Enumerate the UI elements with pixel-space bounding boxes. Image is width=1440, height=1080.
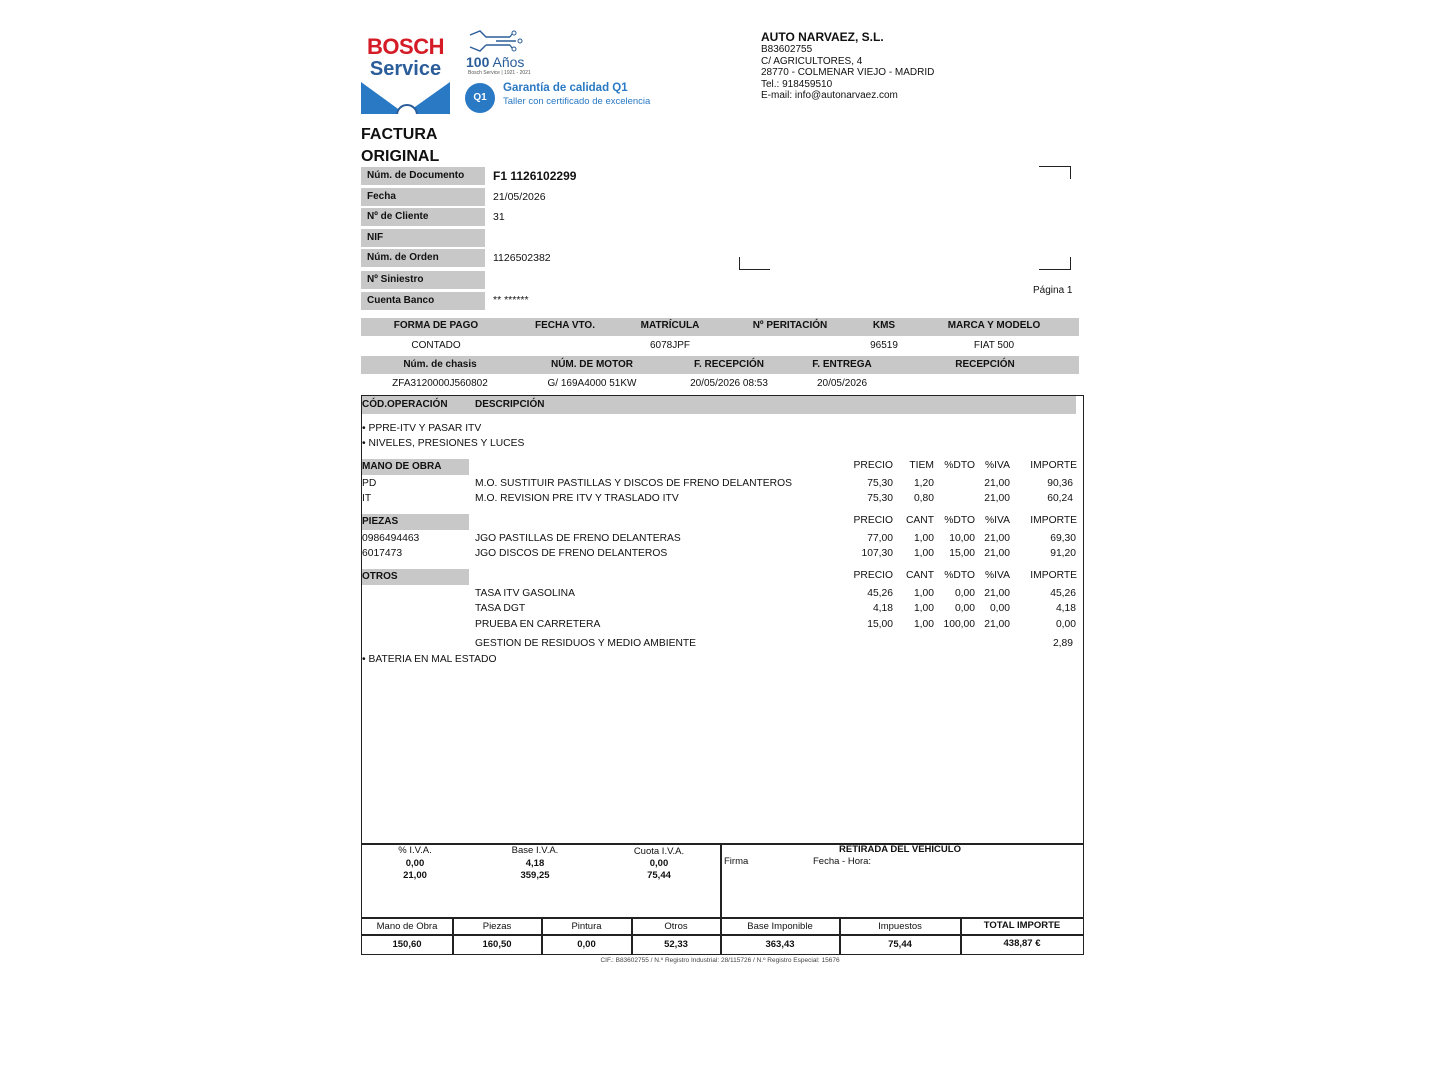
pz-hdr-importe: IMPORTE [1030, 515, 1077, 526]
pz-desc: JGO DISCOS DE FRENO DELANTEROS [475, 548, 668, 559]
company-cif: B83602755 [761, 44, 813, 55]
pz-iva: 21,00 [984, 548, 1010, 559]
table-row: TASA ITV GASOLINA [475, 588, 575, 599]
ot-cant: 1,00 [913, 603, 934, 614]
val-marca-modelo: FIAT 500 [973, 340, 1015, 351]
mo-hdr-importe: IMPORTE [1030, 460, 1077, 471]
ot-precio: 15,00 [867, 619, 893, 630]
val-motor: G/ 169A4000 51KW [547, 378, 637, 389]
footer-note: CIF.: B83602755 / N.º Registro Industrial: 28/115726 / N.º Registro Especial: 15676 [600, 957, 840, 964]
section-piezas: PIEZAS [362, 514, 469, 530]
note-text: PPRE-ITV Y PASAR ITV [368, 423, 482, 434]
mo-iva: 21,00 [984, 493, 1010, 504]
pz-hdr-cant: CANT [905, 515, 934, 526]
total-lbl-importe: TOTAL IMPORTE [983, 920, 1061, 931]
mo-hdr-dto: %DTO [944, 460, 975, 471]
anniversary-text [466, 54, 524, 70]
total-val-mano-obra: 150,60 [392, 939, 422, 950]
q1-badge-icon: Q1 [465, 83, 495, 113]
ot-cant: 1,00 [913, 588, 934, 599]
info-value-orden: 1126502382 [493, 252, 551, 264]
pz-hdr-dto: %DTO [944, 515, 975, 526]
pz-desc: JGO PASTILLAS DE FRENO DELANTERAS [475, 533, 681, 544]
hdr-fecha-vto: FECHA VTO. [534, 320, 595, 331]
mo-precio: 75,30 [867, 478, 893, 489]
info-value-documento: F1 1126102299 [493, 169, 577, 183]
table-row: 0986494463 [362, 533, 420, 544]
mo-importe: 90,36 [1047, 478, 1073, 489]
total-val-pintura: 0,00 [577, 939, 596, 950]
retirada-fecha-hora: Fecha - Hora: [813, 856, 872, 867]
ot-importe: 45,26 [1050, 588, 1076, 599]
val-chasis: ZFA3120000J560802 [392, 378, 488, 389]
note-ppre-itv [362, 423, 481, 434]
window-corner-top-right [1039, 166, 1071, 179]
hdr-peritacion: Nº PERITACIÓN [752, 320, 828, 331]
tax-cuota: 75,44 [647, 870, 671, 881]
window-corner-bottom-right [1039, 257, 1071, 270]
mo-importe: 60,24 [1047, 493, 1073, 504]
hdr-kms: KMS [872, 320, 896, 331]
mo-hdr-iva: %IVA [985, 460, 1010, 471]
hdr-f-entrega: F. ENTREGA [812, 359, 872, 370]
wrench-circuit-icon [466, 27, 532, 55]
total-lbl-impuestos: Impuestos [878, 921, 922, 932]
bosch-service-logo [361, 24, 450, 114]
document-title [361, 124, 439, 168]
anniversary-word: Años [492, 54, 525, 70]
mo-desc: M.O. SUSTITUIR PASTILLAS Y DISCOS DE FRENO DELANTEROS [475, 478, 792, 489]
pz-precio: 77,00 [867, 533, 893, 544]
divider [361, 917, 1084, 919]
note-text: NIVELES, PRESIONES Y LUCES [368, 438, 525, 449]
divider [720, 843, 722, 917]
total-val-importe: 438,87 € [1003, 938, 1041, 949]
pz-iva: 21,00 [984, 533, 1010, 544]
info-value-fecha: 21/05/2026 [493, 191, 546, 203]
pz-cant: 1,00 [913, 533, 934, 544]
total-lbl-otros: Otros [664, 921, 688, 932]
ot-hdr-precio: PRECIO [853, 570, 893, 581]
info-label-orden: Núm. de Orden [361, 249, 485, 267]
tax-hdr-base: Base I.V.A. [511, 845, 559, 856]
anniversary-number: 100 [466, 54, 490, 70]
mo-tiem: 0,80 [913, 493, 934, 504]
ot-dto: 0,00 [954, 588, 975, 599]
logo-line2: Service [369, 58, 442, 80]
mo-tiem: 1,20 [913, 478, 934, 489]
total-val-impuestos: 75,44 [888, 939, 912, 950]
note-text: BATERIA EN MAL ESTADO [368, 654, 497, 665]
residuos-importe: 2,89 [1052, 638, 1073, 649]
tax-hdr-iva: % I.V.A. [398, 845, 432, 856]
tax-cuota: 0,00 [649, 858, 669, 869]
table-row: PRUEBA EN CARRETERA [475, 619, 601, 630]
ot-hdr-iva: %IVA [985, 570, 1010, 581]
section-otros: OTROS [362, 569, 469, 585]
total-lbl-mano-obra: Mano de Obra [376, 921, 438, 932]
info-label-siniestro: Nº Siniestro [361, 271, 485, 289]
company-email: E-mail: info@autonarvaez.com [761, 90, 898, 102]
mo-precio: 75,30 [867, 493, 893, 504]
ot-dto: 100,00 [943, 619, 975, 630]
info-label-nif: NIF [361, 229, 485, 247]
total-lbl-base: Base Imponible [747, 921, 813, 932]
ot-precio: 4,18 [872, 603, 893, 614]
divider [361, 934, 1084, 936]
bullet-icon: • [362, 423, 366, 434]
val-kms: 96519 [870, 340, 898, 351]
pz-dto: 10,00 [949, 533, 975, 544]
val-f-entrega: 20/05/2026 [816, 378, 868, 389]
hdr-forma-pago: FORMA DE PAGO [393, 320, 479, 331]
hdr-matricula: MATRÍCULA [640, 320, 700, 331]
company-name: AUTO NARVAEZ, S.L. [761, 30, 884, 44]
info-label-documento: Núm. de Documento [361, 167, 485, 185]
pz-hdr-precio: PRECIO [853, 515, 893, 526]
residuos-desc: GESTION DE RESIDUOS Y MEDIO AMBIENTE [475, 638, 697, 649]
hdr-recepcion: RECEPCIÓN [955, 359, 1015, 370]
ot-precio: 45,26 [867, 588, 893, 599]
ot-iva: 21,00 [984, 619, 1010, 630]
hdr-marca-modelo: MARCA Y MODELO [947, 320, 1041, 331]
ot-importe: 4,18 [1055, 603, 1076, 614]
hdr-chasis: Núm. de chasis [403, 359, 477, 370]
tax-iva: 21,00 [403, 870, 427, 881]
val-matricula: 6078JPF [649, 340, 691, 351]
total-val-otros: 52,33 [664, 939, 688, 950]
tax-hdr-cuota: Cuota I.V.A. [633, 846, 685, 857]
window-corner-bottom-left [739, 257, 770, 270]
table-row: PD [362, 478, 377, 489]
pz-dto: 15,00 [949, 548, 975, 559]
anniversary-sub: Bosch Service | 1921 - 2021 [468, 70, 531, 76]
pz-importe: 69,30 [1050, 533, 1076, 544]
q1-title: Garantía de calidad Q1 [503, 82, 628, 94]
info-value-cuenta: ** ****** [493, 294, 529, 306]
logo-line1: BOSCH [367, 34, 444, 59]
bullet-icon: • [362, 438, 366, 449]
val-forma-pago: CONTADO [411, 340, 461, 351]
ot-cant: 1,00 [913, 619, 934, 630]
col-cod-operacion: CÓD.OPERACIÓN [362, 399, 448, 410]
retirada-firma: Firma [724, 856, 749, 867]
ot-hdr-cant: CANT [905, 570, 934, 581]
total-lbl-pintura: Pintura [571, 921, 602, 932]
total-lbl-piezas: Piezas [482, 921, 512, 932]
tax-base: 4,18 [525, 858, 545, 869]
info-label-cuenta: Cuenta Banco [361, 292, 485, 310]
company-phone: Tel.: 918459510 [761, 78, 833, 90]
title-line2: ORIGINAL [361, 148, 440, 165]
mo-hdr-tiem: TIEM [909, 460, 934, 471]
hdr-f-recepcion: F. RECEPCIÓN [693, 359, 764, 370]
ot-iva: 0,00 [989, 603, 1010, 614]
ot-iva: 21,00 [984, 588, 1010, 599]
company-block [761, 31, 934, 102]
company-city: 28770 - COLMENAR VIEJO - MADRID [761, 67, 935, 79]
tax-iva: 0,00 [405, 858, 425, 869]
pz-hdr-iva: %IVA [985, 515, 1010, 526]
info-value-cliente: 31 [493, 211, 505, 223]
bullet-icon: • [362, 654, 366, 665]
pz-precio: 107,30 [861, 548, 893, 559]
company-address: C/ AGRICULTORES, 4 [761, 55, 863, 67]
ot-importe: 0,00 [1055, 619, 1076, 630]
mo-hdr-precio: PRECIO [853, 460, 893, 471]
table-row: TASA DGT [475, 603, 526, 614]
retirada-title: RETIRADA DEL VEHÍCULO [839, 844, 961, 855]
hdr-motor: NÚM. DE MOTOR [550, 359, 634, 370]
table-row: 6017473 [362, 548, 403, 559]
pz-cant: 1,00 [913, 548, 934, 559]
section-mano-de-obra: MANO DE OBRA [362, 459, 469, 475]
operations-header-bar [362, 396, 1076, 414]
table-row: IT [362, 493, 372, 504]
note-bateria [362, 654, 496, 665]
info-label-fecha: Fecha [361, 188, 485, 206]
ot-dto: 0,00 [954, 603, 975, 614]
val-f-recepcion: 20/05/2026 08:53 [690, 378, 768, 389]
tax-base: 359,25 [520, 870, 550, 881]
mo-iva: 21,00 [984, 478, 1010, 489]
total-val-base: 363,43 [765, 939, 795, 950]
ot-hdr-importe: IMPORTE [1030, 570, 1077, 581]
col-descripcion: DESCRIPCIÓN [475, 399, 545, 410]
info-label-cliente: Nº de Cliente [361, 208, 485, 226]
title-line1: FACTURA [361, 126, 438, 143]
pz-importe: 91,20 [1050, 548, 1076, 559]
page-number: Página 1 [1033, 285, 1073, 296]
ot-hdr-dto: %DTO [944, 570, 975, 581]
mo-desc: M.O. REVISION PRE ITV Y TRASLADO ITV [475, 493, 679, 504]
q1-subtitle: Taller con certificado de excelencia [503, 96, 651, 107]
note-niveles [362, 438, 524, 449]
total-val-piezas: 160,50 [482, 939, 512, 950]
